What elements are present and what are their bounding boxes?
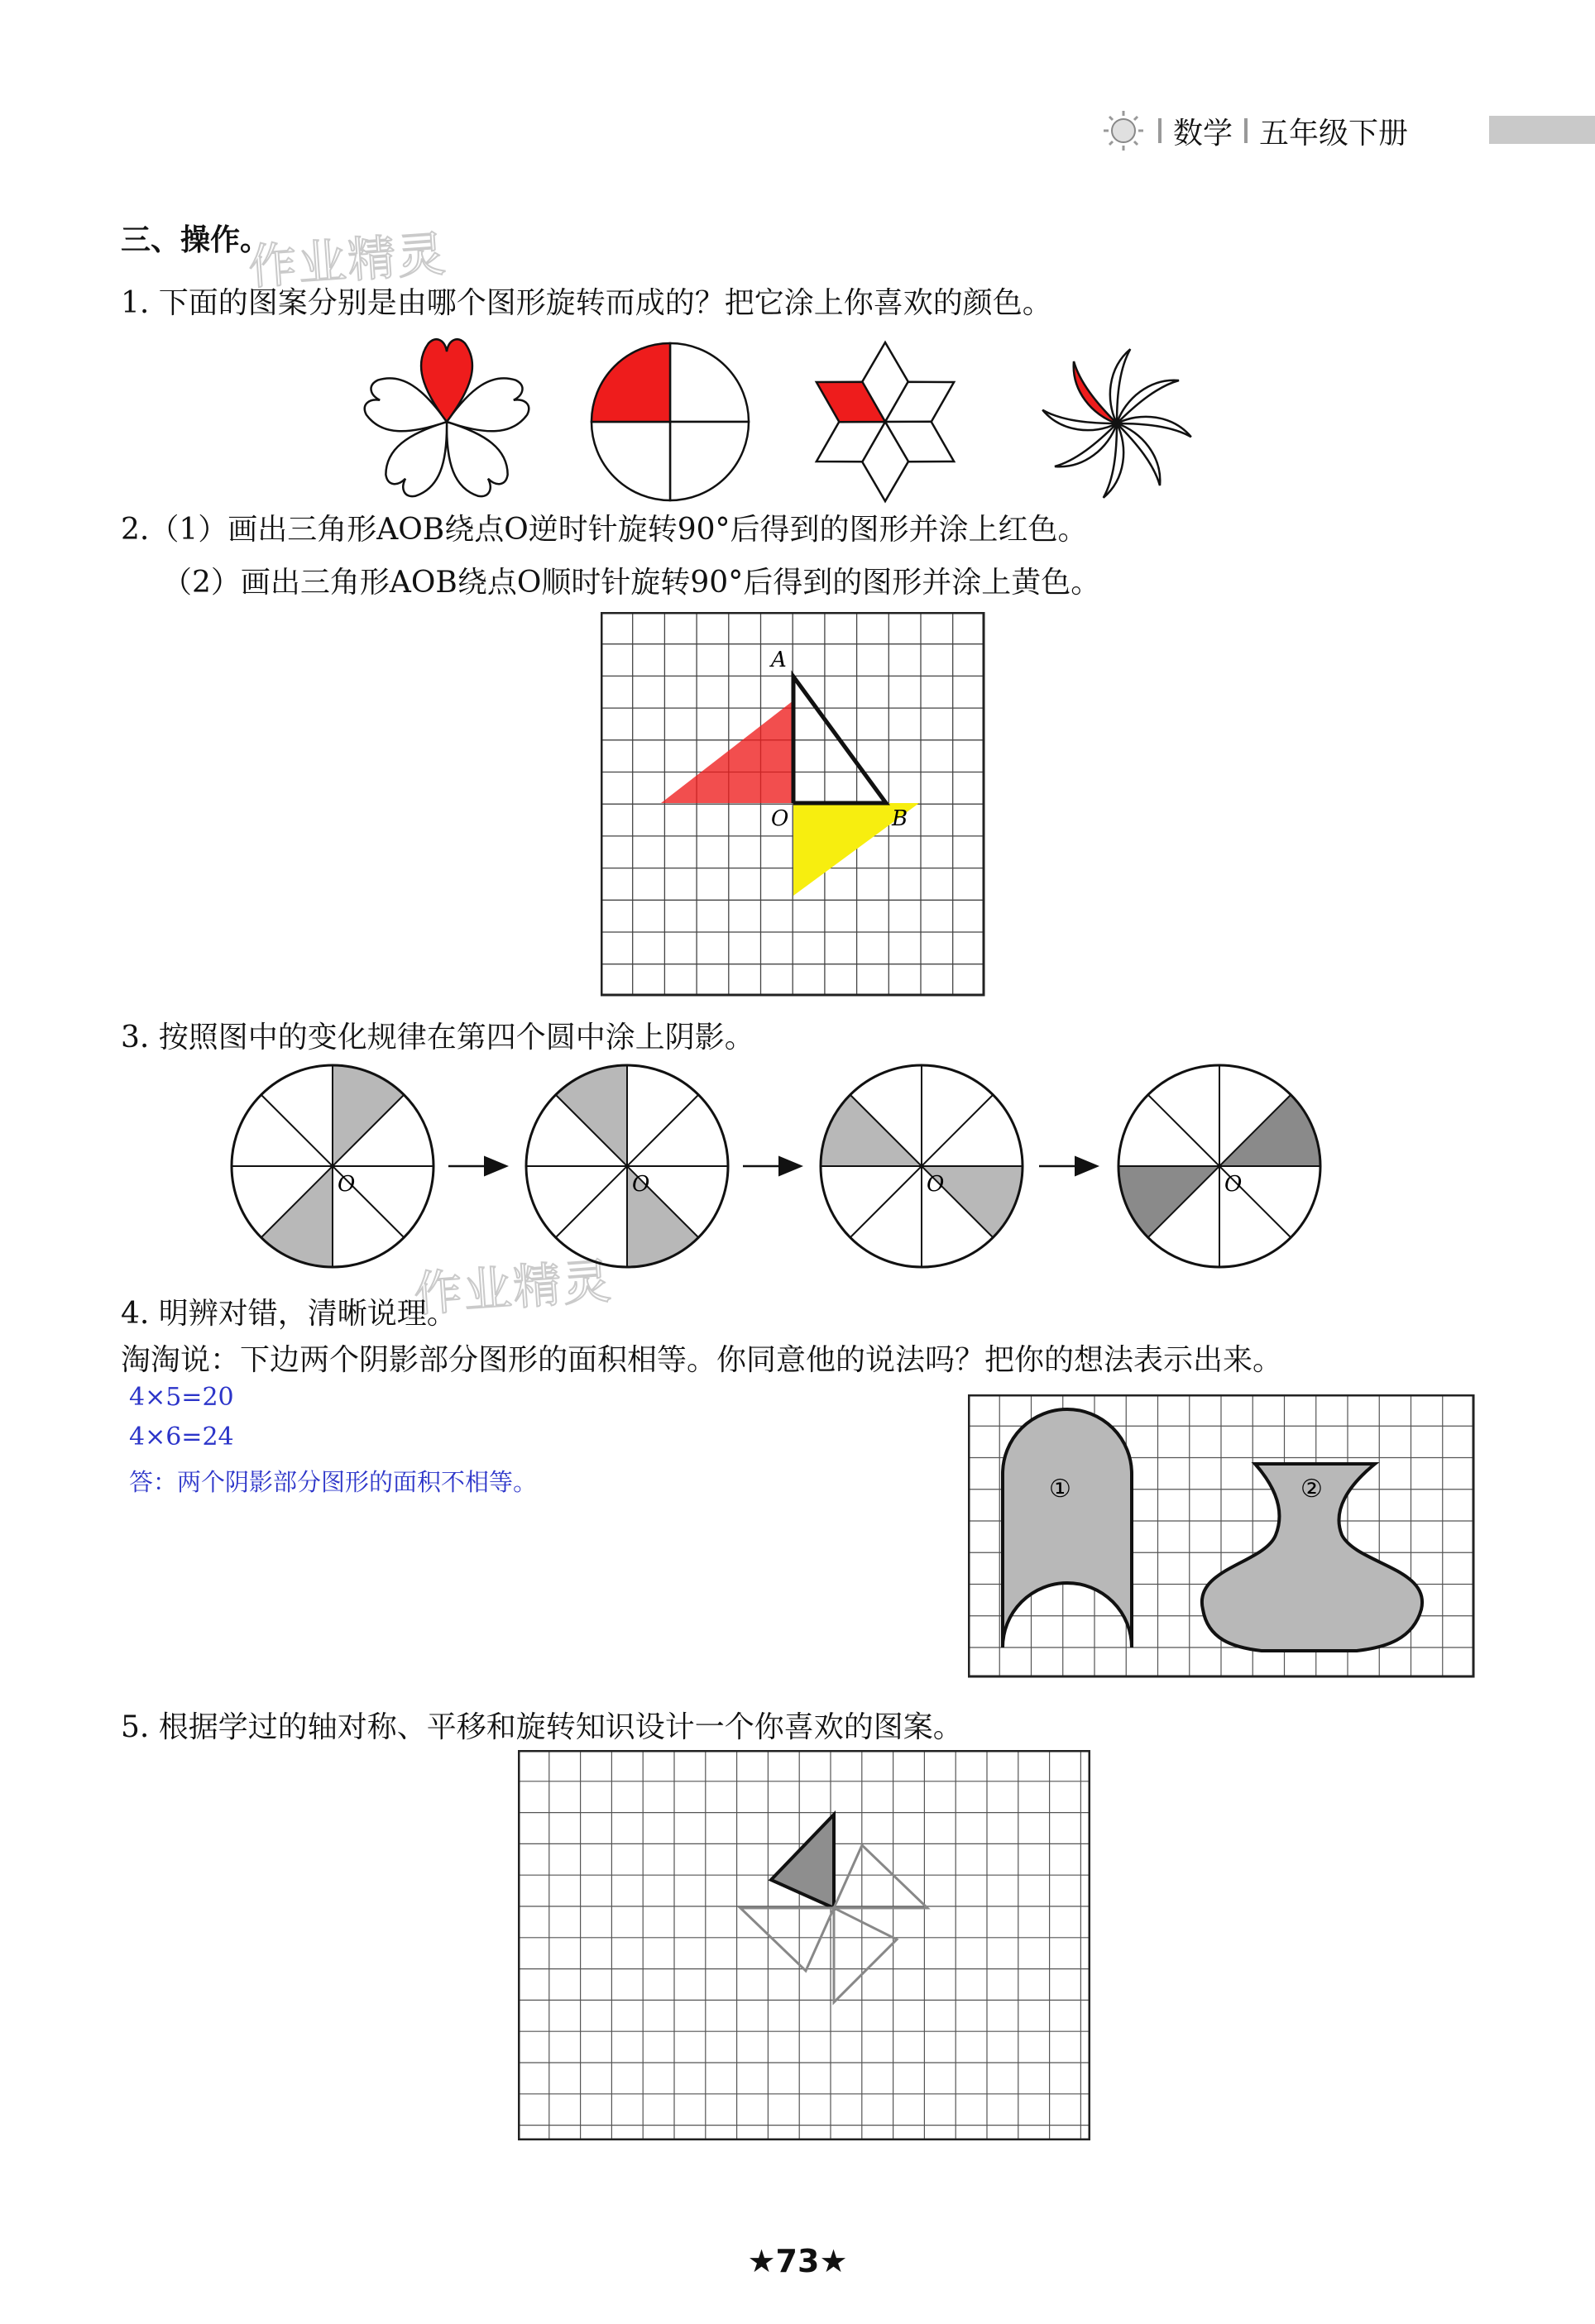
label-b: B [892,806,908,831]
label-o: O [771,806,789,831]
q2-rotation-grid [601,612,986,997]
page-header [1100,106,1408,155]
q2-line1: 2.（1）画出三角形AOB绕点O逆时针旋转90°后得到的图形并涂上红色。 [121,513,1088,547]
q4-title: 4. 明辨对错，清晰说理。 [121,1297,457,1331]
q4-calc-1: 4×5=20 [129,1383,234,1412]
center-label-o: O [1224,1172,1243,1197]
circle-step-1 [232,1065,433,1267]
header-subject: 数学 [1173,116,1233,151]
sun-icon [1100,108,1147,154]
shape-1-label: ① [1049,1475,1071,1504]
red-rotated-triangle [661,701,793,803]
label-a: A [771,648,787,672]
quarter-circle-figure [592,343,749,500]
header-decor-bar [1489,116,1595,144]
section-title: 三、操作。 [121,222,271,257]
q1-text: 1. 下面的图案分别是由哪个图形旋转而成的？把它涂上你喜欢的颜色。 [121,286,1052,320]
header-grade: 五年级下册 [1259,116,1409,151]
shaded-sector [1118,1166,1219,1237]
q3-circles-sequence [215,1059,1324,1274]
circle-step-4-answer [1118,1065,1320,1267]
shape-2-label: ② [1300,1475,1323,1504]
star-icon: ★ [819,2243,848,2279]
rhombus-star-figure [805,342,965,501]
watermark: 作业精灵 [412,1252,615,1323]
watermark: 作业精灵 [247,225,449,296]
q5-design-grid [518,1750,1090,2140]
circle-step-2 [526,1065,728,1267]
shaded-sector [821,1095,922,1166]
shape-1-arch [1003,1409,1132,1647]
heart-flower-figure [361,339,534,504]
q4-prompt: 淘淘说：下边两个阴影部分图形的面积相等。你同意他的说法吗？把你的想法表示出来。 [121,1343,1283,1377]
q4-calc-2: 4×6=24 [129,1423,234,1451]
shaded-sector [556,1065,627,1166]
q1-figures [347,331,1241,513]
center-label-o: O [632,1172,650,1197]
page-number-value: 73 [775,2243,820,2279]
header-divider [1244,118,1248,143]
q5-text: 5. 根据学过的轴对称、平移和旋转知识设计一个你喜欢的图案。 [121,1710,963,1744]
crescent-swirl-figure [1042,349,1191,498]
circle-step-3 [821,1065,1023,1267]
page-number [745,2243,850,2279]
star-icon: ★ [747,2243,776,2279]
shaded-sector [261,1166,333,1267]
shaded-sector [333,1065,404,1166]
center-label-o: O [338,1172,356,1197]
center-label-o: O [927,1172,945,1197]
shaded-sector [1219,1095,1320,1166]
q4-answer: 答：两个阴影部分图形的面积不相等。 [129,1468,538,1496]
q2-line2: （2）画出三角形AOB绕点O顺时针旋转90°后得到的图形并涂上黄色。 [162,566,1101,600]
q4-area-grid [968,1394,1476,1679]
header-divider [1158,118,1162,143]
q3-text: 3. 按照图中的变化规律在第四个圆中涂上阴影。 [121,1021,754,1054]
